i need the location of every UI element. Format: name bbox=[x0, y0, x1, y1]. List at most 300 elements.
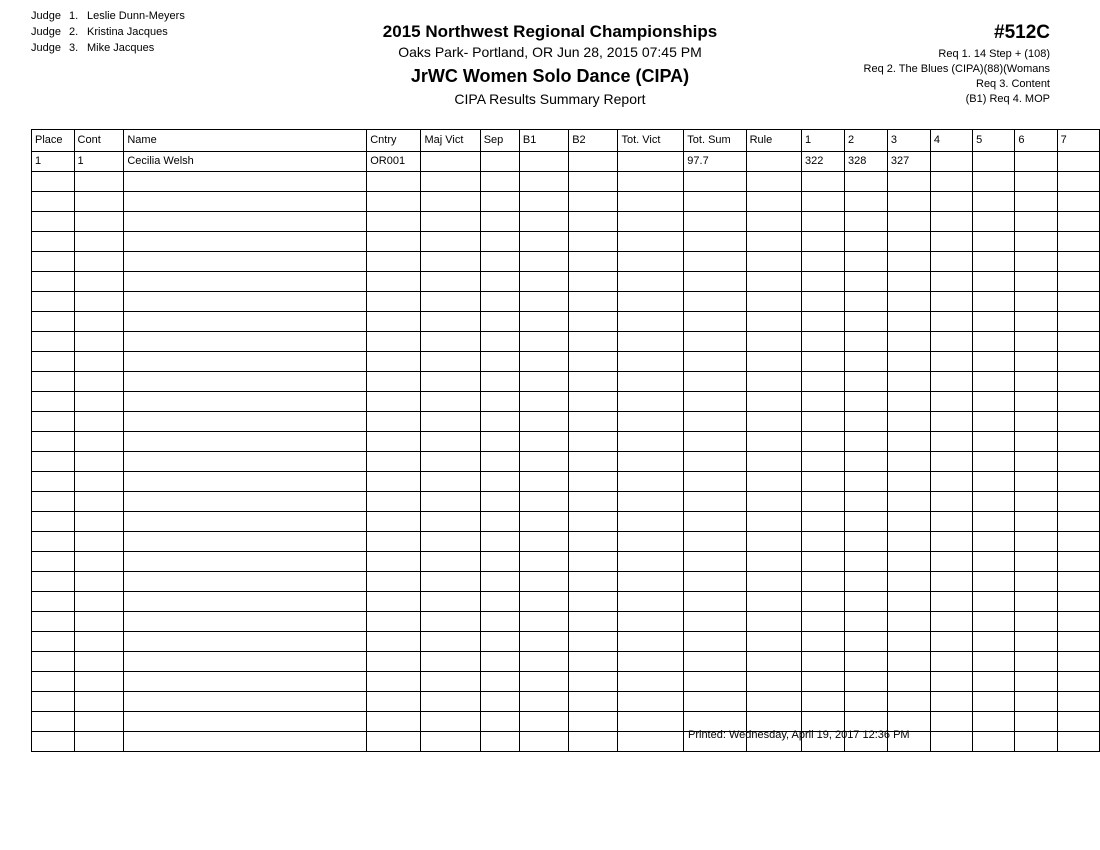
cell-empty bbox=[802, 232, 845, 252]
cell-empty bbox=[844, 672, 887, 692]
cell-empty bbox=[1015, 352, 1057, 372]
table-row-empty bbox=[32, 632, 1100, 652]
cell-empty bbox=[887, 412, 930, 432]
cell-empty bbox=[124, 632, 367, 652]
cell-empty bbox=[1015, 332, 1057, 352]
cell-empty bbox=[421, 452, 480, 472]
cell-empty bbox=[124, 312, 367, 332]
cell-empty bbox=[569, 192, 618, 212]
cell-empty bbox=[124, 672, 367, 692]
cell-empty bbox=[480, 312, 519, 332]
printed-timestamp: Printed: Wednesday, April 19, 2017 12:36 PM bbox=[688, 729, 910, 741]
cell-empty bbox=[930, 212, 972, 232]
table-row-empty bbox=[32, 532, 1100, 552]
requirement-row bbox=[860, 47, 1050, 62]
cell-empty bbox=[32, 352, 75, 372]
cell-empty bbox=[973, 352, 1015, 372]
cell-empty bbox=[519, 732, 568, 752]
cell-empty bbox=[124, 472, 367, 492]
cell-empty bbox=[32, 552, 75, 572]
cell-empty bbox=[746, 192, 801, 212]
cell-tot-vict bbox=[618, 152, 684, 172]
cell-empty bbox=[684, 272, 746, 292]
cell-empty bbox=[973, 272, 1015, 292]
cell-b1 bbox=[519, 152, 568, 172]
cell-empty bbox=[124, 252, 367, 272]
column-header-b1: B1 bbox=[519, 130, 568, 152]
cell-empty bbox=[569, 712, 618, 732]
cell-empty bbox=[74, 732, 124, 752]
cell-empty bbox=[844, 632, 887, 652]
cell-empty bbox=[124, 692, 367, 712]
cell-empty bbox=[367, 172, 421, 192]
cell-empty bbox=[973, 472, 1015, 492]
cell-empty bbox=[32, 272, 75, 292]
cell-empty bbox=[1015, 252, 1057, 272]
cell-empty bbox=[746, 312, 801, 332]
table-row-empty bbox=[32, 472, 1100, 492]
cell-empty bbox=[887, 492, 930, 512]
cell-empty bbox=[519, 392, 568, 412]
cell-empty bbox=[1057, 332, 1099, 352]
judge-label: Judge bbox=[31, 26, 61, 38]
cell-empty bbox=[32, 732, 75, 752]
cell-empty bbox=[844, 412, 887, 432]
requirement-text: Req 4. MOP bbox=[989, 93, 1050, 105]
cell-empty bbox=[887, 192, 930, 212]
cell-empty bbox=[684, 552, 746, 572]
table-row-empty bbox=[32, 432, 1100, 452]
cell-judge-7 bbox=[1057, 152, 1099, 172]
cell-empty bbox=[367, 652, 421, 672]
cell-empty bbox=[367, 492, 421, 512]
cell-empty bbox=[74, 272, 124, 292]
cell-empty bbox=[32, 672, 75, 692]
cell-empty bbox=[1057, 372, 1099, 392]
cell-empty bbox=[844, 552, 887, 572]
table-row-empty bbox=[32, 712, 1100, 732]
judge-label: Judge bbox=[31, 10, 61, 22]
cell-empty bbox=[367, 472, 421, 492]
cell-empty bbox=[421, 512, 480, 532]
cell-empty bbox=[930, 432, 972, 452]
cell-empty bbox=[746, 432, 801, 452]
cell-empty bbox=[887, 512, 930, 532]
cell-empty bbox=[367, 352, 421, 372]
cell-empty bbox=[367, 372, 421, 392]
cell-empty bbox=[74, 332, 124, 352]
cell-empty bbox=[421, 652, 480, 672]
cell-empty bbox=[1015, 392, 1057, 412]
cell-empty bbox=[32, 212, 75, 232]
cell-empty bbox=[844, 452, 887, 472]
cell-empty bbox=[973, 612, 1015, 632]
table-row-empty bbox=[32, 192, 1100, 212]
cell-empty bbox=[746, 232, 801, 252]
cell-judge-4 bbox=[930, 152, 972, 172]
cell-empty bbox=[519, 532, 568, 552]
cell-empty bbox=[421, 472, 480, 492]
table-row-empty bbox=[32, 572, 1100, 592]
cell-empty bbox=[367, 732, 421, 752]
cell-empty bbox=[1015, 412, 1057, 432]
cell-empty bbox=[684, 232, 746, 252]
cell-empty bbox=[74, 532, 124, 552]
cell-empty bbox=[1057, 172, 1099, 192]
cell-empty bbox=[746, 592, 801, 612]
cell-name: Cecilia Welsh bbox=[124, 152, 367, 172]
table-row-empty bbox=[32, 172, 1100, 192]
cell-empty bbox=[32, 232, 75, 252]
cell-empty bbox=[844, 372, 887, 392]
cell-empty bbox=[1057, 192, 1099, 212]
cell-empty bbox=[421, 332, 480, 352]
cell-empty bbox=[569, 252, 618, 272]
column-header-rule: Rule bbox=[746, 130, 801, 152]
cell-empty bbox=[684, 412, 746, 432]
cell-empty bbox=[930, 232, 972, 252]
table-row-empty bbox=[32, 732, 1100, 752]
cell-empty bbox=[32, 192, 75, 212]
cell-empty bbox=[1015, 652, 1057, 672]
cell-empty bbox=[618, 272, 684, 292]
cell-empty bbox=[973, 332, 1015, 352]
cell-empty bbox=[844, 592, 887, 612]
cell-empty bbox=[684, 352, 746, 372]
cell-cont: 1 bbox=[74, 152, 124, 172]
cell-empty bbox=[618, 252, 684, 272]
cell-empty bbox=[1057, 492, 1099, 512]
column-header-judge-2: 2 bbox=[844, 130, 887, 152]
cell-empty bbox=[973, 172, 1015, 192]
cell-empty bbox=[746, 632, 801, 652]
cell-empty bbox=[746, 332, 801, 352]
cell-empty bbox=[74, 632, 124, 652]
cell-empty bbox=[367, 212, 421, 232]
table-row-empty bbox=[32, 272, 1100, 292]
requirement-text: Req 1. 14 Step + (108) bbox=[938, 48, 1050, 60]
cell-empty bbox=[973, 572, 1015, 592]
cell-empty bbox=[74, 172, 124, 192]
cell-empty bbox=[367, 272, 421, 292]
judge-number: 1. bbox=[69, 10, 79, 22]
cell-empty bbox=[569, 212, 618, 232]
cell-empty bbox=[569, 292, 618, 312]
cell-empty bbox=[746, 392, 801, 412]
cell-empty bbox=[74, 352, 124, 372]
cell-empty bbox=[618, 192, 684, 212]
cell-empty bbox=[746, 272, 801, 292]
cell-empty bbox=[569, 672, 618, 692]
cell-empty bbox=[1015, 732, 1057, 752]
cell-empty bbox=[1057, 392, 1099, 412]
cell-empty bbox=[844, 192, 887, 212]
cell-empty bbox=[746, 352, 801, 372]
cell-empty bbox=[32, 472, 75, 492]
cell-empty bbox=[930, 392, 972, 412]
cell-empty bbox=[930, 652, 972, 672]
cell-empty bbox=[74, 612, 124, 632]
cell-empty bbox=[32, 512, 75, 532]
cell-empty bbox=[480, 432, 519, 452]
cell-empty bbox=[1015, 312, 1057, 332]
cell-empty bbox=[930, 332, 972, 352]
cell-empty bbox=[124, 212, 367, 232]
cell-empty bbox=[802, 532, 845, 552]
cell-empty bbox=[421, 172, 480, 192]
cell-maj-vict bbox=[421, 152, 480, 172]
cell-empty bbox=[480, 252, 519, 272]
cell-empty bbox=[569, 592, 618, 612]
table-row-empty bbox=[32, 332, 1100, 352]
cell-empty bbox=[746, 412, 801, 432]
cell-empty bbox=[519, 692, 568, 712]
cell-empty bbox=[930, 172, 972, 192]
cell-empty bbox=[1057, 292, 1099, 312]
table-row-empty bbox=[32, 692, 1100, 712]
column-header-judge-5: 5 bbox=[973, 130, 1015, 152]
cell-empty bbox=[480, 492, 519, 512]
cell-empty bbox=[32, 612, 75, 632]
cell-empty bbox=[746, 252, 801, 272]
cell-empty bbox=[569, 732, 618, 752]
cell-empty bbox=[32, 172, 75, 192]
cell-empty bbox=[421, 732, 480, 752]
cell-empty bbox=[887, 672, 930, 692]
cell-empty bbox=[367, 572, 421, 592]
cell-empty bbox=[569, 692, 618, 712]
cell-empty bbox=[844, 172, 887, 192]
cell-empty bbox=[74, 292, 124, 312]
cell-empty bbox=[887, 612, 930, 632]
cell-empty bbox=[32, 452, 75, 472]
cell-empty bbox=[367, 332, 421, 352]
cell-empty bbox=[746, 452, 801, 472]
cell-empty bbox=[480, 412, 519, 432]
cell-empty bbox=[519, 272, 568, 292]
cell-empty bbox=[746, 552, 801, 572]
table-body bbox=[32, 152, 1100, 752]
cell-empty bbox=[1057, 412, 1099, 432]
cell-empty bbox=[480, 392, 519, 412]
cell-empty bbox=[519, 172, 568, 192]
cell-empty bbox=[519, 632, 568, 652]
cell-empty bbox=[421, 672, 480, 692]
cell-empty bbox=[930, 292, 972, 312]
cell-empty bbox=[844, 512, 887, 532]
cell-empty bbox=[1057, 732, 1099, 752]
column-header-judge-4: 4 bbox=[930, 130, 972, 152]
cell-empty bbox=[32, 372, 75, 392]
judge-row bbox=[31, 24, 185, 40]
cell-empty bbox=[844, 692, 887, 712]
cell-empty bbox=[124, 532, 367, 552]
cell-empty bbox=[32, 292, 75, 312]
cell-empty bbox=[746, 612, 801, 632]
cell-empty bbox=[569, 512, 618, 532]
requirement-text: Req 3. Content bbox=[976, 78, 1050, 90]
cell-empty bbox=[887, 392, 930, 412]
cell-empty bbox=[802, 412, 845, 432]
cell-empty bbox=[930, 592, 972, 612]
cell-empty bbox=[844, 312, 887, 332]
cell-empty bbox=[973, 692, 1015, 712]
cell-empty bbox=[124, 552, 367, 572]
cell-empty bbox=[1015, 472, 1057, 492]
cell-empty bbox=[684, 332, 746, 352]
cell-empty bbox=[569, 552, 618, 572]
cell-empty bbox=[480, 452, 519, 472]
cell-empty bbox=[684, 532, 746, 552]
cell-empty bbox=[618, 472, 684, 492]
cell-empty bbox=[74, 452, 124, 472]
cell-empty bbox=[74, 512, 124, 532]
cell-empty bbox=[844, 652, 887, 672]
cell-empty bbox=[1057, 272, 1099, 292]
cell-empty bbox=[421, 592, 480, 612]
cell-empty bbox=[74, 692, 124, 712]
cell-empty bbox=[519, 552, 568, 572]
cell-empty bbox=[519, 712, 568, 732]
cell-empty bbox=[421, 412, 480, 432]
table-row-empty bbox=[32, 512, 1100, 532]
cell-empty bbox=[1057, 532, 1099, 552]
cell-empty bbox=[973, 632, 1015, 652]
cell-empty bbox=[421, 612, 480, 632]
cell-empty bbox=[569, 352, 618, 372]
cell-empty bbox=[124, 352, 367, 372]
cell-empty bbox=[74, 392, 124, 412]
cell-empty bbox=[802, 692, 845, 712]
cell-empty bbox=[74, 412, 124, 432]
event-code: #512C bbox=[994, 22, 1050, 43]
cell-empty bbox=[1015, 672, 1057, 692]
cell-empty bbox=[887, 212, 930, 232]
cell-empty bbox=[421, 272, 480, 292]
cell-empty bbox=[569, 272, 618, 292]
cell-empty bbox=[844, 532, 887, 552]
table-row-empty bbox=[32, 652, 1100, 672]
cell-empty bbox=[367, 232, 421, 252]
cell-empty bbox=[421, 352, 480, 372]
cell-empty bbox=[519, 292, 568, 312]
cell-empty bbox=[973, 212, 1015, 232]
cell-empty bbox=[1015, 432, 1057, 452]
cell-judge-5 bbox=[973, 152, 1015, 172]
cell-empty bbox=[124, 492, 367, 512]
cell-empty bbox=[569, 572, 618, 592]
cell-empty bbox=[480, 332, 519, 352]
cell-empty bbox=[124, 392, 367, 412]
cell-empty bbox=[1015, 552, 1057, 572]
cell-empty bbox=[367, 252, 421, 272]
cell-empty bbox=[480, 232, 519, 252]
requirement-row bbox=[860, 62, 1050, 77]
cell-empty bbox=[802, 632, 845, 652]
cell-empty bbox=[480, 572, 519, 592]
judge-name: Mike Jacques bbox=[87, 42, 155, 54]
cell-empty bbox=[844, 432, 887, 452]
cell-empty bbox=[684, 292, 746, 312]
table-row-empty bbox=[32, 372, 1100, 392]
cell-judge-1: 322 bbox=[802, 152, 845, 172]
cell-empty bbox=[844, 332, 887, 352]
cell-judge-2: 328 bbox=[844, 152, 887, 172]
table-row-empty bbox=[32, 452, 1100, 472]
cell-empty bbox=[480, 552, 519, 572]
cell-empty bbox=[618, 332, 684, 352]
cell-empty bbox=[930, 612, 972, 632]
cell-empty bbox=[32, 392, 75, 412]
cell-empty bbox=[74, 252, 124, 272]
table-row-empty bbox=[32, 352, 1100, 372]
cell-empty bbox=[32, 532, 75, 552]
cell-empty bbox=[844, 392, 887, 412]
cell-empty bbox=[74, 672, 124, 692]
requirement-prefix: (B1) bbox=[965, 93, 987, 105]
judge-name: Kristina Jacques bbox=[87, 26, 168, 38]
cell-empty bbox=[421, 692, 480, 712]
cell-empty bbox=[421, 392, 480, 412]
cell-empty bbox=[32, 592, 75, 612]
cell-empty bbox=[684, 372, 746, 392]
cell-empty bbox=[930, 372, 972, 392]
cell-empty bbox=[519, 232, 568, 252]
event-title: JrWC Women Solo Dance (CIPA) bbox=[410, 66, 690, 86]
cell-empty bbox=[973, 392, 1015, 412]
column-header-cont: Cont bbox=[74, 130, 124, 152]
cell-tot-sum: 97.7 bbox=[684, 152, 746, 172]
cell-empty bbox=[802, 192, 845, 212]
cell-empty bbox=[930, 572, 972, 592]
cell-empty bbox=[887, 292, 930, 312]
cell-empty bbox=[844, 472, 887, 492]
cell-empty bbox=[74, 232, 124, 252]
cell-empty bbox=[367, 312, 421, 332]
cell-empty bbox=[746, 212, 801, 232]
cell-empty bbox=[421, 252, 480, 272]
cell-empty bbox=[124, 332, 367, 352]
cell-empty bbox=[930, 252, 972, 272]
cell-empty bbox=[32, 572, 75, 592]
cell-empty bbox=[32, 412, 75, 432]
cell-empty bbox=[802, 352, 845, 372]
cell-empty bbox=[367, 512, 421, 532]
judge-row bbox=[31, 40, 185, 56]
cell-empty bbox=[802, 332, 845, 352]
cell-empty bbox=[1057, 652, 1099, 672]
cell-empty bbox=[480, 692, 519, 712]
requirement-row bbox=[860, 92, 1050, 107]
cell-empty bbox=[32, 432, 75, 452]
cell-empty bbox=[973, 512, 1015, 532]
cell-empty bbox=[618, 532, 684, 552]
cell-empty bbox=[618, 352, 684, 372]
cell-empty bbox=[930, 632, 972, 652]
cell-empty bbox=[887, 592, 930, 612]
cell-empty bbox=[124, 432, 367, 452]
cell-empty bbox=[1015, 172, 1057, 192]
cell-empty bbox=[746, 472, 801, 492]
cell-empty bbox=[74, 472, 124, 492]
requirement-text: Req 2. The Blues (CIPA)(88)(Womans bbox=[863, 63, 1050, 75]
cell-empty bbox=[480, 272, 519, 292]
cell-empty bbox=[930, 712, 972, 732]
cell-empty bbox=[973, 412, 1015, 432]
cell-empty bbox=[32, 652, 75, 672]
cell-empty bbox=[930, 312, 972, 332]
cell-empty bbox=[421, 532, 480, 552]
